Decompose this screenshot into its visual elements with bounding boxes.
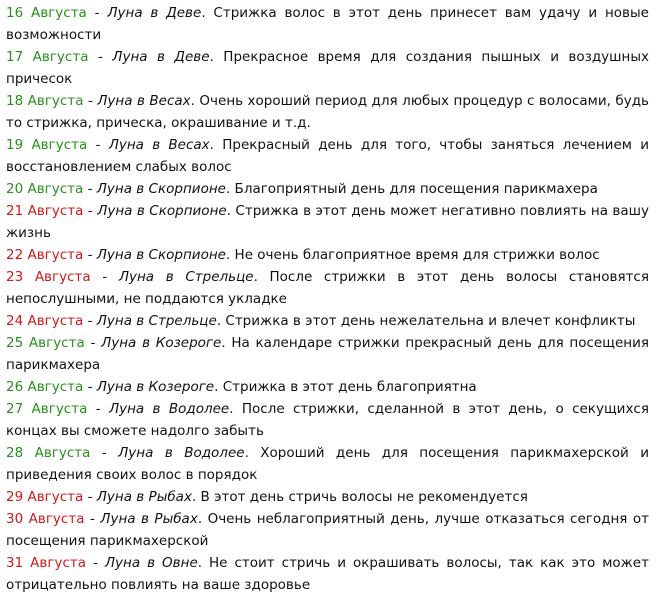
entry-date: 17 Августа xyxy=(6,49,89,65)
entry-date: 19 Августа xyxy=(6,137,88,153)
entry-separator: - xyxy=(88,49,113,65)
entry-moon-sign: Луна в Весах xyxy=(108,137,210,153)
entry-date: 25 Августа xyxy=(6,335,85,351)
entry-date: 23 Августа xyxy=(6,269,91,285)
calendar-entry xyxy=(6,486,649,508)
calendar-entry xyxy=(6,200,649,244)
entry-separator: - xyxy=(83,203,98,219)
entry-description: . В этот день стричь волосы не рекомендуется xyxy=(191,489,528,505)
entry-date: 18 Августа xyxy=(6,93,84,109)
entry-description: . Хороший день для посещения парикмахерской и приведения своих волос в порядок xyxy=(6,445,649,483)
entry-moon-sign: Луна в Рыбах xyxy=(96,489,192,505)
entry-date: 21 Августа xyxy=(6,203,84,219)
entry-date: 16 Августа xyxy=(6,5,87,21)
entry-date: 24 Августа xyxy=(6,313,84,329)
entry-description: . Прекрасное время для создания пышных и воздушных причесок xyxy=(6,49,649,87)
entry-moon-sign: Луна в Скорпионе xyxy=(97,203,227,219)
calendar-entry xyxy=(6,2,649,46)
entry-separator: - xyxy=(90,445,119,461)
entry-separator: - xyxy=(83,181,97,197)
entry-separator: - xyxy=(87,401,109,417)
entry-separator: - xyxy=(83,313,97,329)
entry-moon-sign: Луна в Водолее xyxy=(108,401,230,417)
calendar-entry xyxy=(6,244,649,266)
entry-description: . Стрижка волос в этот день принесет вам удачу и новые возможности xyxy=(6,5,649,43)
entry-moon-sign: Луна в Козероге xyxy=(101,335,222,351)
entry-moon-sign: Луна в Деве xyxy=(112,49,210,65)
entry-moon-sign: Луна в Козероге xyxy=(96,379,215,395)
entry-moon-sign: Луна в Овне xyxy=(104,555,198,571)
calendar-entry xyxy=(6,134,649,178)
entry-date: 28 Августа xyxy=(6,445,91,461)
entry-separator: - xyxy=(83,247,97,263)
calendar-entry xyxy=(6,332,649,376)
calendar-entry xyxy=(6,552,649,596)
entry-description: . На календаре стрижки прекрасный день для посещения парикмахера xyxy=(6,335,649,373)
entry-description: . Не очень благоприятное время для стрижки волос xyxy=(225,247,600,263)
entry-description: . Стрижка в этот день нежелательна и влечет конфликты xyxy=(216,313,636,329)
entry-separator: - xyxy=(83,379,97,395)
entry-date: 27 Августа xyxy=(6,401,88,417)
entry-moon-sign: Луна в Водолее xyxy=(118,445,245,461)
entry-separator: - xyxy=(87,137,109,153)
calendar-entry xyxy=(6,90,649,134)
calendar-entry xyxy=(6,442,649,486)
entry-moon-sign: Луна в Деве xyxy=(107,5,202,21)
entry-moon-sign: Луна в Весах xyxy=(97,93,191,109)
calendar-entry xyxy=(6,508,649,552)
entry-date: 22 Августа xyxy=(6,247,84,263)
entry-description: . Стрижка в этот день благоприятна xyxy=(214,379,477,395)
calendar-entry xyxy=(6,46,649,90)
entry-description: . После стрижки, сделанной в этот день, о секущихся концах вы сможете надолго забыть xyxy=(6,401,649,439)
entry-date: 29 Августа xyxy=(6,489,84,505)
entry-separator: - xyxy=(90,269,119,285)
entry-separator: - xyxy=(84,511,101,527)
entry-description: . Прекрасный день для того, чтобы заняться лечением и восстановлением слабых волос xyxy=(6,137,649,175)
calendar-entry xyxy=(6,266,649,310)
entry-description: . Не стоит стричь и окрашивать волосы, так как это может отрицательно повлиять на ваше здоровье xyxy=(6,555,649,593)
entry-description: . Очень хороший период для любых процедур с волосами, будь то стрижка, прическа, окрашивание и т.д. xyxy=(6,93,649,131)
calendar-entry xyxy=(6,178,649,200)
entry-description: . Благоприятный день для посещения парикмахера xyxy=(225,181,598,197)
entry-separator: - xyxy=(83,93,98,109)
entry-description: . Очень неблагоприятный день, лучше отказаться сегодня от посещения парикмахерской xyxy=(6,511,649,549)
entry-moon-sign: Луна в Стрельце xyxy=(96,313,217,329)
entry-description: . После стрижки в этот день волосы становятся непослушными, не поддаются укладке xyxy=(6,269,649,307)
entry-moon-sign: Луна в Рыбах xyxy=(100,511,198,527)
entry-moon-sign: Луна в Скорпионе xyxy=(96,247,226,263)
entry-description: . Стрижка в этот день может негативно повлиять на вашу жизнь xyxy=(6,203,649,241)
calendar-entry xyxy=(6,376,649,398)
entry-date: 20 Августа xyxy=(6,181,84,197)
entry-date: 26 Августа xyxy=(6,379,84,395)
calendar-entry xyxy=(6,398,649,442)
calendar-entry xyxy=(6,310,649,332)
entry-moon-sign: Луна в Скорпионе xyxy=(96,181,226,197)
entry-date: 30 Августа xyxy=(6,511,85,527)
entry-separator: - xyxy=(84,335,102,351)
entry-date: 31 Августа xyxy=(6,555,86,571)
entry-separator: - xyxy=(86,5,108,21)
entry-separator: - xyxy=(86,555,105,571)
entry-separator: - xyxy=(83,489,97,505)
entry-moon-sign: Луна в Стрельце xyxy=(118,269,254,285)
